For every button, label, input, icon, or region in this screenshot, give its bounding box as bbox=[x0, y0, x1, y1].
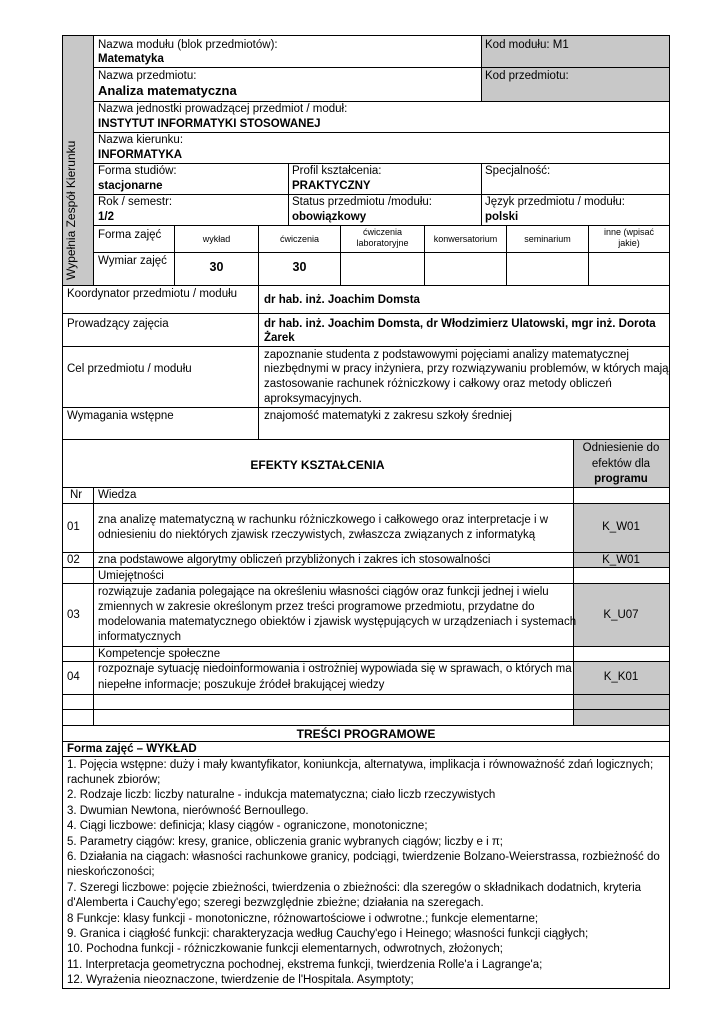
hours-lecture: 30 bbox=[209, 260, 224, 274]
status-label: Status przedmiotu /modułu: bbox=[292, 196, 432, 208]
teachers-label: Prowadzący zajęcia bbox=[67, 318, 169, 330]
effects-title: EFEKTY KSZTAŁCENIA bbox=[250, 458, 385, 472]
effect-02-line-1: zna podstawowe algorytmy obliczeń przybliżonych i zakres ich stosowalności bbox=[98, 554, 491, 566]
effect-03-line-1: rozwiązuje zadania polegające na określeniu własności ciągów oraz funkcji jednej i wielu bbox=[98, 586, 549, 598]
ref-empty2-bg bbox=[573, 709, 669, 725]
class-form-seminar: seminarium bbox=[524, 234, 571, 244]
effect-01-line-1: zna analizę matematyczną w rachunku różniczkowego i całkowego oraz interpretacje i w bbox=[98, 514, 548, 526]
subject-name: Analiza matematyczna bbox=[98, 83, 237, 98]
unit-name: INSTYTUT INFORMATYKI STOSOWANEJ bbox=[98, 118, 321, 130]
requirements-value: znajomość matematyki z zakresu szkoły średniej bbox=[264, 410, 512, 422]
class-form-label: Forma zajęć bbox=[98, 229, 162, 241]
effects-ref-line-3: programu bbox=[594, 473, 648, 485]
goal-label: Cel przedmiotu / modułu bbox=[67, 363, 192, 375]
ref-empty1-bg bbox=[573, 694, 669, 709]
teachers-line-2: Żarek bbox=[264, 332, 295, 344]
content-line-6: 5. Parametry ciągów: kresy, granice, obliczenia granic wybranych ciągów; liczby e i π; bbox=[67, 836, 503, 848]
content-line-7: 6. Działania na ciągach: własności rachunkowe granicy, podciągi, twierdzenie Bolzano-Weierstrassa, rozbieżność do bbox=[67, 851, 660, 863]
specialty-label: Specjalność: bbox=[485, 165, 551, 177]
class-form-lab: ćwiczenia laboratoryjne bbox=[356, 227, 409, 248]
class-form-conversation: konwersatorium bbox=[433, 234, 498, 244]
study-form: stacjonarne bbox=[98, 180, 163, 192]
module-name-label: Nazwa modułu (blok przedmiotów): bbox=[98, 39, 278, 51]
language-label: Język przedmiotu / modułu: bbox=[485, 196, 625, 208]
subject-label: Nazwa przedmiotu: bbox=[98, 70, 197, 82]
side-vertical-label: Wypełnia Zespół Kierunku bbox=[64, 140, 78, 280]
coordinator-label: Koordynator przedmiotu / modułu bbox=[67, 288, 238, 300]
effect-03-ref: K_U07 bbox=[603, 609, 639, 621]
year-value: 1/2 bbox=[98, 211, 114, 223]
field-label: Nazwa kierunku: bbox=[98, 134, 184, 146]
goal-line-1: zapoznanie studenta z podstawowymi pojęciami analizy matematycznej bbox=[264, 349, 629, 361]
content-line-14: 11. Interpretacja geometryczna pochodnej, ekstrema funkcji, twierdzenia Rolle'a i Lagrange'a; bbox=[67, 959, 543, 971]
profile-value: PRAKTYCZNY bbox=[292, 180, 371, 192]
content-line-1: 1. Pojęcia wstępne: duży i mały kwantyfikator, koniunkcja, alternatywa, implikacja i równoważność zdań logicznych; bbox=[67, 759, 654, 771]
field-name: INFORMATYKA bbox=[98, 149, 183, 161]
content-line-8: nieskończoności; bbox=[67, 866, 155, 878]
social-header: Kompetencje społeczne bbox=[98, 648, 221, 660]
nr-header: Nr bbox=[70, 489, 83, 501]
class-form-lecture: wykład bbox=[202, 234, 231, 244]
study-form-label: Forma studiów: bbox=[98, 165, 177, 177]
content-title: TREŚCI PROGRAMOWE bbox=[296, 727, 436, 741]
effect-03-line-4: informatycznych bbox=[98, 631, 182, 643]
effect-03-line-2: zmiennych w zakresie określonym przez treści programowe przedmiotu, przydatne do bbox=[98, 601, 535, 613]
unit-label: Nazwa jednostki prowadzącej przedmiot / moduł: bbox=[98, 103, 348, 115]
effect-01-nr: 01 bbox=[67, 521, 80, 533]
effect-03-line-3: modelowania matematycznego obiektów i zjawisk występujących w urządzeniach i systemach bbox=[98, 616, 577, 628]
class-form-exercises: ćwiczenia bbox=[279, 234, 319, 244]
content-line-3: 2. Rodzaje liczb: liczby naturalne - indukcja matematyczna; ciało liczb rzeczywistych bbox=[67, 789, 496, 801]
subject-code-label: Kod przedmiotu: bbox=[485, 70, 569, 82]
effect-04-nr: 04 bbox=[67, 671, 80, 683]
content-line-4: 3. Dwumian Newtona, nierówność Bernoullego. bbox=[67, 805, 309, 817]
content-line-15: 12. Wyrażenia nieoznaczone, twierdzenie de l'Hospitala. Asymptoty; bbox=[67, 974, 414, 986]
goal-line-3: zastosowanie rachunek różniczkowy i całkowy oraz metody obliczeń bbox=[264, 378, 612, 390]
profile-label: Profil kształcenia: bbox=[292, 165, 382, 177]
requirements-label: Wymagania wstępne bbox=[67, 410, 174, 422]
module-name: Matematyka bbox=[98, 53, 164, 65]
knowledge-header: Wiedza bbox=[98, 489, 137, 501]
effects-ref-line-1: Odniesienie do bbox=[582, 442, 660, 454]
effect-02-nr: 02 bbox=[67, 554, 80, 566]
content-line-5: 4. Ciągi liczbowe: definicja; klasy ciągów - ograniczone, monotoniczne; bbox=[67, 820, 428, 832]
effects-ref-line-2: efektów dla bbox=[591, 458, 651, 470]
effect-04-ref: K_K01 bbox=[603, 671, 639, 683]
class-form-other: inne (wpisać jakie) bbox=[603, 227, 655, 248]
effect-01-ref: K_W01 bbox=[602, 521, 640, 533]
effect-02-ref: K_W01 bbox=[602, 554, 640, 566]
effect-03-nr: 03 bbox=[67, 609, 80, 621]
effect-01-line-2: odniesieniu do niektórych zjawisk rzeczywistych, zwłaszcza związanych z informatyką bbox=[98, 529, 536, 541]
content-line-13: 10. Pochodna funkcji - różniczkowanie funkcji elementarnych, odwrotnych, złożonych; bbox=[67, 943, 503, 955]
goal-line-4: aproksymacyjnych. bbox=[264, 393, 362, 405]
content-line-11: 8 Funkcje: klasy funkcji - monotoniczne, różnowartościowe i odwrotne.; funkcje elementarne; bbox=[67, 913, 539, 925]
year-label: Rok / semestr: bbox=[98, 196, 173, 208]
content-form-label: Forma zajęć – WYKŁAD bbox=[67, 743, 197, 755]
content-line-10: d'Alemberta i Cauchy'ego; szeregi bezwzględnie zbieżne; działania na szeregach. bbox=[67, 897, 484, 909]
skills-header: Umiejętności bbox=[98, 570, 164, 582]
teachers-line-1: dr hab. inż. Joachim Domsta, dr Włodzimierz Ulatowski, mgr inż. Dorota bbox=[264, 318, 656, 330]
content-line-2: rachunek zbiorów; bbox=[67, 774, 161, 786]
coordinator-value: dr hab. inż. Joachim Domsta bbox=[264, 294, 420, 306]
module-code: Kod modułu: M1 bbox=[485, 39, 569, 51]
effect-04-line-2: niepełne informacje; poszukuje źródeł brakującej wiedzy bbox=[98, 679, 385, 691]
goal-line-2: niezbędnymi w pracy inżyniera, przy rozwiązywaniu problemów, w których mają bbox=[264, 363, 669, 375]
content-line-12: 9. Granica i ciągłość funkcji: charakteryzacja według Cauchy'ego i Heinego; własności funkcji ciągłych; bbox=[67, 928, 589, 940]
language-value: polski bbox=[485, 211, 519, 223]
status-value: obowiązkowy bbox=[292, 211, 367, 223]
effect-04-line-1: rozpoznaje sytuację niedoinformowania i ostrożniej wypowiada się w sprawach, o których ma bbox=[98, 663, 572, 675]
hours-exercises: 30 bbox=[292, 260, 307, 274]
content-line-9: 7. Szeregi liczbowe: pojęcie zbieżności, twierdzenia o zbieżności: dla szeregów o składnikach dodatnich, kryteria bbox=[67, 882, 642, 894]
hours-label: Wymiar zajęć bbox=[98, 255, 167, 267]
